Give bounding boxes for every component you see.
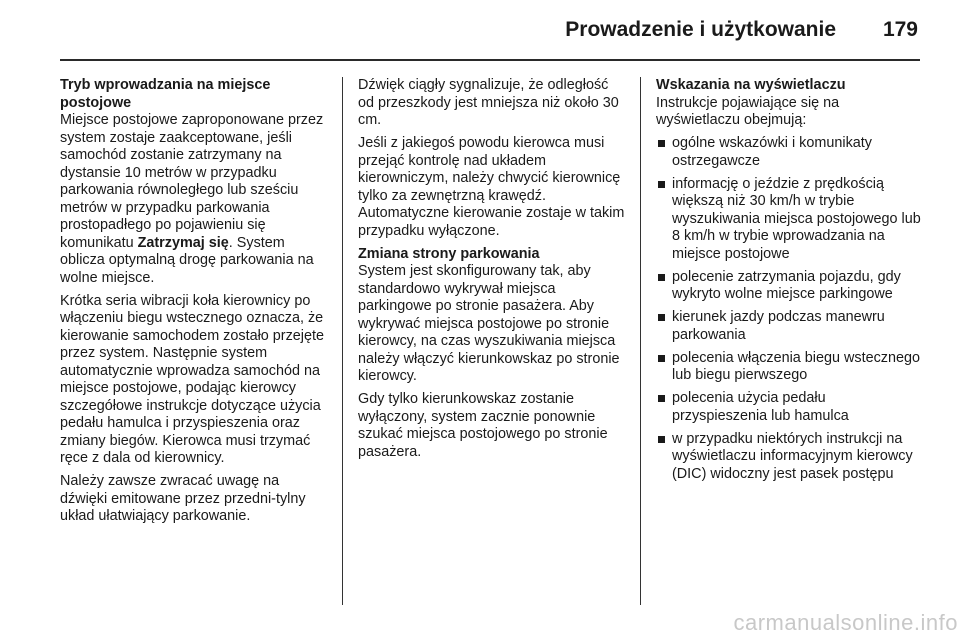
paragraph: Jeśli z jakiegoś powodu kierowca musi przejąć kontrolę nad układem kierowniczym, należy chwycić kierownicę tylko za zewnętrzną krawędź. Automatyczne kierowanie zostaje w takim przypadku wyłączone. bbox=[358, 135, 625, 239]
square-bullet-icon bbox=[658, 274, 665, 281]
list-item-text: w przypadku niektórych instrukcji na wyświetlaczu informacyjnym kierowcy (DIC) widoczny jest pasek postępu bbox=[672, 430, 913, 482]
section-heading-side-change: Zmiana strony parkowania bbox=[358, 245, 540, 262]
paragraph: Krótka seria wibracji koła kierownicy po włączeniu biegu wstecznego oznacza, że kierowanie samochodem zostało przejęte przez system. Następnie system automatycznie wprowadza samochód na miejsce postojowe, podając kierowcy szczegółowe instrukcje dotyczące użycia pedału hamulca i przyspieszenia oraz zmiany biegów. Kierowca musi trzymać ręce z dala od kierownicy. bbox=[60, 292, 324, 466]
page-header bbox=[0, 0, 960, 58]
square-bullet-icon bbox=[658, 355, 665, 362]
watermark: carmanualsonline.info bbox=[733, 610, 958, 635]
header-rule bbox=[60, 59, 920, 61]
list-item bbox=[656, 390, 924, 425]
list-item-text: informację o jeździe z prędkością większą niż 30 km/h w trybie wyszukiwania miejsca postojowego lub 8 km/h w trybie wprowadzania na miejsce postojowe bbox=[672, 175, 921, 262]
list-item bbox=[656, 135, 924, 170]
list-item-text: kierunek jazdy podczas manewru parkowania bbox=[672, 309, 885, 343]
text-span: System jest skonfigurowany tak, aby standardowo wykrywał miejsca parkingowe po stronie pasażera. Aby wykrywać miejsca postojowe po stronie kierowcy, na czas wyszukiwania miejsca należy włączyć kierunkowskaz po stronie kierowcy. bbox=[358, 263, 620, 384]
bold-message: Zatrzymaj się bbox=[137, 234, 229, 251]
square-bullet-icon bbox=[658, 436, 665, 443]
paragraph bbox=[656, 77, 924, 130]
section-heading-parking-mode: Tryb wprowadzania na miejsce postojowe bbox=[60, 77, 271, 111]
text-span: . System oblicza optymalną drogę parkowania na wolne miejsce. bbox=[60, 234, 314, 286]
column-divider bbox=[342, 77, 343, 605]
section-heading-display: Wskazania na wyświetlaczu bbox=[656, 77, 846, 93]
square-bullet-icon bbox=[658, 314, 665, 321]
list-item bbox=[656, 269, 924, 304]
square-bullet-icon bbox=[658, 140, 665, 147]
list-item-text: polecenia włączenia biegu wstecznego lub biegu pierwszego bbox=[672, 349, 920, 383]
square-bullet-icon bbox=[658, 181, 665, 188]
list-item bbox=[656, 309, 924, 344]
paragraph: Należy zawsze zwracać uwagę na dźwięki emitowane przez przedni-tylny układ ułatwiający parkowanie. bbox=[60, 473, 306, 524]
text-span: Instrukcje pojawiające się na wyświetlaczu obejmują: bbox=[656, 94, 840, 128]
paragraph bbox=[60, 77, 326, 287]
column-right bbox=[656, 77, 924, 489]
text-span: Miejsce postojowe zaproponowane przez system zostaje zaakceptowane, jeśli samochód zostanie zatrzymany na dystansie 10 metrów w przypadku parkowania równoległego lub sześciu metrów w przypadku parkowania prostopadłego po pojawieniu się komunikatu bbox=[60, 112, 324, 251]
list-item bbox=[656, 350, 924, 385]
paragraph bbox=[358, 246, 626, 386]
list-item-text: polecenia użycia pedału przyspieszenia lub hamulca bbox=[672, 390, 849, 424]
list-item-text: ogólne wskazówki i komunikaty ostrzegawcze bbox=[672, 135, 872, 169]
column-left bbox=[60, 77, 326, 531]
column-divider bbox=[640, 77, 641, 605]
paragraph: Dźwięk ciągły sygnalizuje, że odległość od przeszkody jest mniejsza niż około 30 cm. bbox=[358, 77, 619, 128]
list-item bbox=[656, 431, 924, 484]
bullet-list bbox=[656, 135, 924, 483]
list-item-text: polecenie zatrzymania pojazdu, gdy wykryto wolne miejsce parkingowe bbox=[672, 268, 901, 302]
paragraph: Gdy tylko kierunkowskaz zostanie wyłączony, system zacznie ponownie szukać miejsca postojowego po stronie pasażera. bbox=[358, 391, 608, 460]
list-item bbox=[656, 176, 924, 264]
column-middle bbox=[358, 77, 626, 467]
page-number: 179 bbox=[882, 18, 918, 41]
page-title: Prowadzenie i użytkowanie bbox=[565, 18, 836, 41]
square-bullet-icon bbox=[658, 395, 665, 402]
